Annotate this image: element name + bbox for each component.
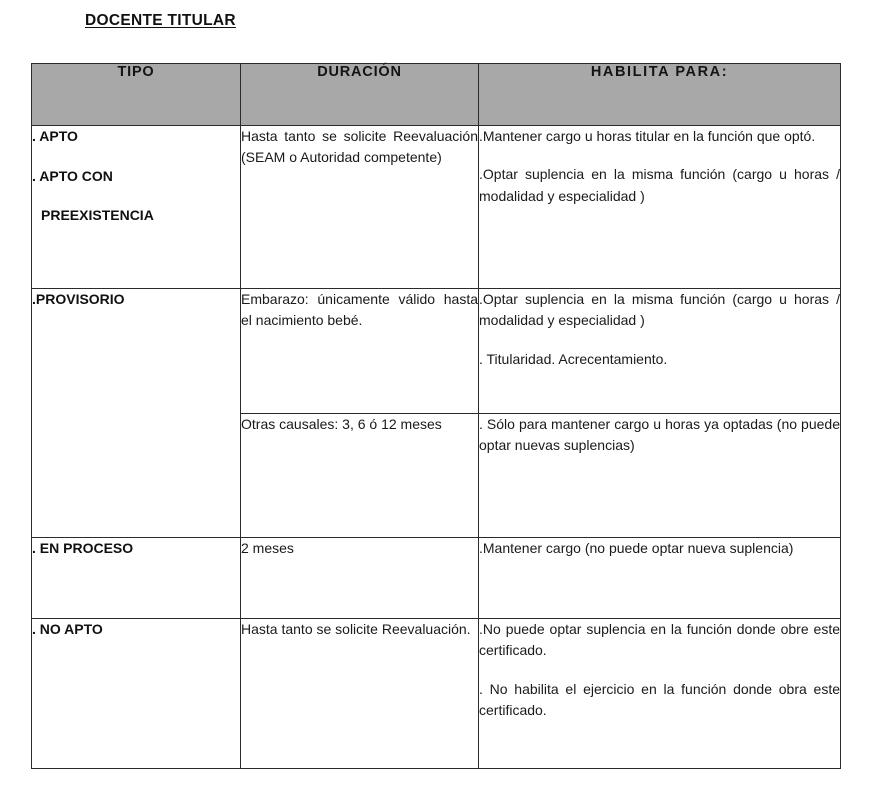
cell-tipo-en-proceso xyxy=(32,538,241,619)
page-title: DOCENTE TITULAR xyxy=(85,12,236,29)
duracion-text: 2 meses xyxy=(241,540,294,556)
tipo-line: .PROVISORIO xyxy=(32,291,125,307)
tipo-line: . NO APTO xyxy=(32,621,103,637)
habilita-item: .Mantener cargo u horas titular en la función que optó. xyxy=(479,128,816,144)
certificate-aptitude-table xyxy=(31,63,841,769)
cell-tipo-apto xyxy=(32,126,241,289)
habilita-item: . Titularidad. Acrecentamiento. xyxy=(479,350,668,367)
table-body xyxy=(32,126,841,769)
cell-duracion-no-apto xyxy=(241,619,479,769)
table-row xyxy=(32,289,841,414)
habilita-item: . Sólo para mantener cargo u horas ya optadas (no puede optar nuevas suplencias) xyxy=(479,416,840,454)
habilita-item: . No habilita el ejercicio en la función donde obra este certificado. xyxy=(479,680,840,718)
duracion-text: Otras causales: 3, 6 ó 12 meses xyxy=(241,416,442,432)
habilita-item: .Optar suplencia en la misma función (cargo u horas / modalidad y especialidad ) xyxy=(479,291,840,329)
habilita-item: .No puede optar suplencia en la función donde obre este certificado. xyxy=(479,621,840,659)
tipo-line: . APTO CON xyxy=(32,167,113,184)
cell-tipo-provisorio xyxy=(32,289,241,538)
cell-duracion-en-proceso xyxy=(241,538,479,619)
cell-habilita-en-proceso xyxy=(479,538,841,619)
tipo-line: PREEXISTENCIA xyxy=(41,207,154,224)
cell-tipo-no-apto xyxy=(32,619,241,769)
habilita-item: .Mantener cargo (no puede optar nueva suplencia) xyxy=(479,540,794,556)
column-header-habilita-para: HABILITA PARA: xyxy=(479,64,841,126)
habilita-item: .Optar suplencia en la misma función (cargo u horas / modalidad y especialidad ) xyxy=(479,166,840,204)
column-header-duracion: DURACIÓN xyxy=(241,64,479,126)
tipo-line: . APTO xyxy=(32,128,78,144)
table-header-row xyxy=(32,64,841,126)
duracion-text: Hasta tanto se solicite Reevaluación (SEAM o Autoridad competente) xyxy=(241,128,478,166)
table-row xyxy=(32,619,841,769)
cell-habilita-provisorio-otras xyxy=(479,414,841,538)
cell-habilita-no-apto xyxy=(479,619,841,769)
duracion-text: Embarazo: únicamente válido hasta el nacimiento bebé. xyxy=(241,291,478,329)
cell-duracion-provisorio-embarazo xyxy=(241,289,479,414)
cell-habilita-provisorio-embarazo xyxy=(479,289,841,414)
cell-duracion-provisorio-otras xyxy=(241,414,479,538)
table-row xyxy=(32,538,841,619)
column-header-tipo: TIPO xyxy=(32,64,241,126)
table-row xyxy=(32,126,841,289)
cell-habilita-apto xyxy=(479,126,841,289)
tipo-line: . EN PROCESO xyxy=(32,540,134,556)
table-header xyxy=(32,64,841,126)
duracion-text: Hasta tanto se solicite Reevaluación. xyxy=(241,621,471,637)
cell-duracion-apto xyxy=(241,126,479,289)
